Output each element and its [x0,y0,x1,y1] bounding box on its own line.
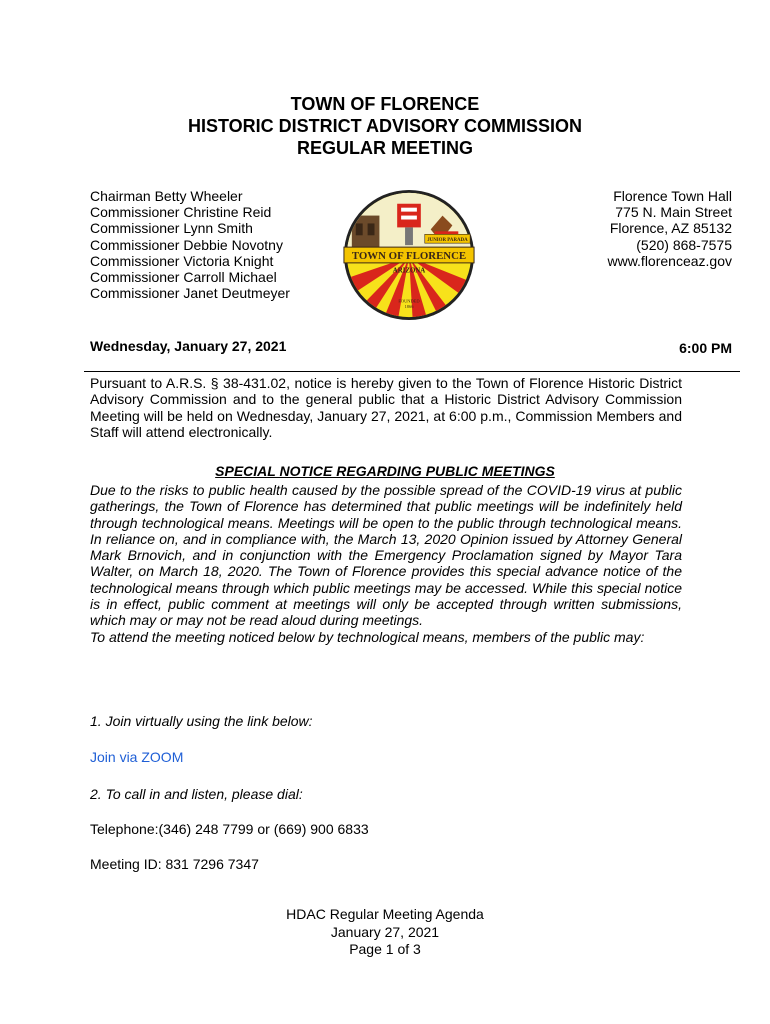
virtual-option-label: 1. Join virtually using the link below: [90,713,313,729]
title-line-3: REGULAR MEETING [296,138,473,158]
special-notice-body [90,482,682,645]
contact-line: (520) 868-7575 [636,236,732,253]
member-item: Commissioner Debbie Novotny [90,236,283,253]
meeting-time: 6:00 PM [679,340,732,356]
seal-ribbon-text: JUNIOR PARADA [427,238,468,244]
contact-line: Florence, AZ 85132 [609,220,732,237]
footer-date: January 27, 2021 [330,923,440,940]
member-item: Commissioner Carroll Michael [90,269,277,286]
seal-banner-text: TOWN OF FLORENCE [351,249,467,262]
notice-paragraph: Pursuant to A.R.S. § 38-431.02, notice is hereby given to the Town of Florence Historic District Advisory Commission and to the general public that a Historic District Advisory Commission Meeting will be held on Wednesday, January 27, 2021, at 6:00 p.m., Commission Members and Staff will attend electronically. [90,375,682,440]
document-title [0,93,770,159]
special-notice-heading: SPECIAL NOTICE REGARDING PUBLIC MEETINGS [215,463,555,479]
dial-option-label: 2. To call in and listen, please dial: [90,786,303,802]
header-divider [84,371,740,372]
seal-state-text: ARIZONA [392,267,426,275]
page-footer [0,906,770,959]
meeting-id: Meeting ID: 831 7296 7347 [90,856,259,872]
member-item: Commissioner Victoria Knight [90,252,274,269]
seal-founded-text: FOUNDED [398,298,420,304]
meeting-date: Wednesday, January 27, 2021 [90,338,287,354]
commission-members [90,188,290,301]
contact-website: www.florenceaz.gov [607,252,732,269]
member-item: Commissioner Janet Deutmeyer [90,285,290,302]
footer-agenda-title: HDAC Regular Meeting Agenda [286,906,484,922]
special-notice-text: Due to the risks to public health caused by the possible spread of the COVID-19 virus at public gatherings, the Town of Florence has determined that public meetings will be indefinitely held through technological means. Meetings will be open to the public through technological means. In reliance on, and in compliance with, the March 13, 2020 Opinion issued by Attorney General Mark Brnovich, and in conjunction with the Emergency Proclamation signed by Mayor Tara Walter, on March 18, 2020. The Town of Florence provides this special advance notice of the technological means through which public meetings may be accessed. While this special notice is in effect, public comment at meetings will only be accepted through written submissions, which may or may not be read aloud during meetings. [90,482,682,629]
town-seal-logo [340,186,478,324]
seal-year-text: 1866 [404,304,414,310]
zoom-join-link[interactable]: Join via ZOOM [90,749,184,765]
contact-info [607,188,732,269]
title-line-2: HISTORIC DISTRICT ADVISORY COMMISSION [187,116,583,136]
contact-line: Florence Town Hall [613,188,732,204]
member-item: Chairman Betty Wheeler [90,188,243,204]
member-item: Commissioner Christine Reid [90,204,272,221]
member-item: Commissioner Lynn Smith [90,220,253,237]
title-line-1: TOWN OF FLORENCE [290,94,480,114]
contact-line: 775 N. Main Street [615,204,732,221]
footer-page-number: Page 1 of 3 [349,941,421,957]
telephone-numbers: Telephone:(346) 248 7799 or (669) 900 6833 [90,821,369,837]
attend-instructions: To attend the meeting noticed below by technological means, members of the public may: [90,628,645,645]
